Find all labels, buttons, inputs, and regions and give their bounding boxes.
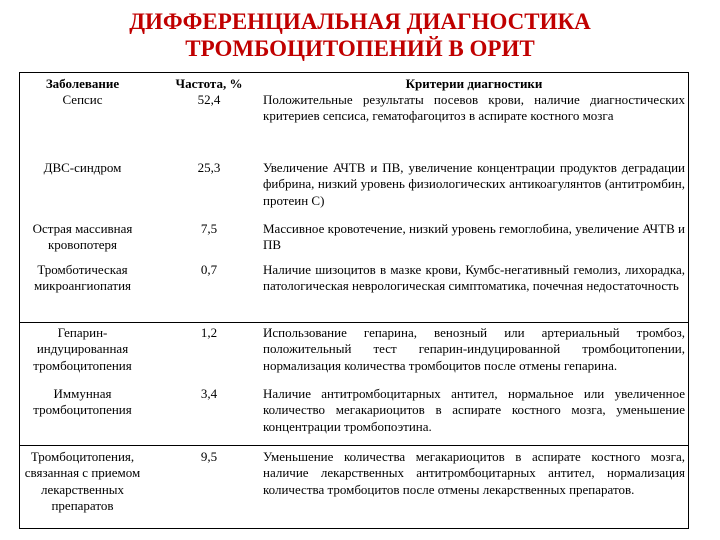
table-row-criteria: Положительные результаты посевов крови, наличие диагностических критериев сепсиса, гематофагоцитоз в аспирате костного мозга <box>263 92 685 124</box>
table-row-criteria: Использование гепарина, венозный или артериальный тромбоз, положительный тест гепарин-индуцированной тромбоцитопении, нормализация количества тромбоцитов после отмены гепарина. <box>263 325 685 373</box>
table-row-frequency: 52,4 <box>197 92 221 107</box>
table-row-disease: Тромботическая микроангиопатия <box>33 262 132 294</box>
table-row-frequency: 25,3 <box>197 160 221 175</box>
table-row-frequency: 3,4 <box>200 386 218 401</box>
column-header-disease: Заболевание <box>45 76 120 91</box>
table-row-criteria: Массивное кровотечение, низкий уровень гемоглобина, увеличение АЧТВ и ПВ <box>263 221 685 253</box>
table-row-disease: Сепсис <box>62 92 103 107</box>
table-row-frequency: 7,5 <box>200 221 218 236</box>
table-row-disease: Гепарин-индуцированная тромбоцитопения <box>33 325 132 373</box>
row-divider <box>20 322 688 323</box>
table-top-border <box>20 72 688 73</box>
table-row-disease: Острая массивная кровопотеря <box>32 221 133 253</box>
column-header-criteria: Критерии диагностики <box>405 76 543 91</box>
row-divider <box>20 445 688 446</box>
table-row-frequency: 0,7 <box>200 262 218 277</box>
table-row-disease: Тромбоцитопения, связанная с приемом лекарственных препаратов <box>24 449 141 513</box>
table-row-criteria: Уменьшение количества мегакариоцитов в аспирате костного мозга, наличие лекарственных антитромбоцитарных антител, нормализация количества тромбоцитов после отмены лекарственных препаратов. <box>263 449 685 497</box>
table-row-criteria: Наличие шизоцитов в мазке крови, Кумбс-негативный гемолиз, лихорадка, патологическая неврологическая симптоматика, почечная недостаточность <box>263 262 685 294</box>
title-line-1: ДИФФЕРЕНЦИАЛЬНАЯ ДИАГНОСТИКА <box>129 9 591 34</box>
page-title <box>0 8 720 62</box>
table-row-disease: ДВС-синдром <box>43 160 122 175</box>
table-row-frequency: 1,2 <box>200 325 218 340</box>
table-row-criteria: Наличие антитромбоцитарных антител, нормальное или увеличенное количество мегакариоцитов в аспирате костного мозга, уменьшение концентрации тромбопоэтина. <box>263 386 685 434</box>
column-header-frequency: Частота, % <box>175 76 243 91</box>
diagnosis-table <box>19 72 689 529</box>
table-row-frequency: 9,5 <box>200 449 218 464</box>
table-bottom-border <box>20 528 688 529</box>
table-row-disease: Иммунная тромбоцитопения <box>33 386 132 418</box>
table-row-criteria: Увеличение АЧТВ и ПВ, увеличение концентрации продуктов деградации фибрина, низкий уровень физиологических антикоагулянтов (антитромбин, протеин С) <box>263 160 685 208</box>
title-line-2: ТРОМБОЦИТОПЕНИЙ В ОРИТ <box>185 36 535 61</box>
